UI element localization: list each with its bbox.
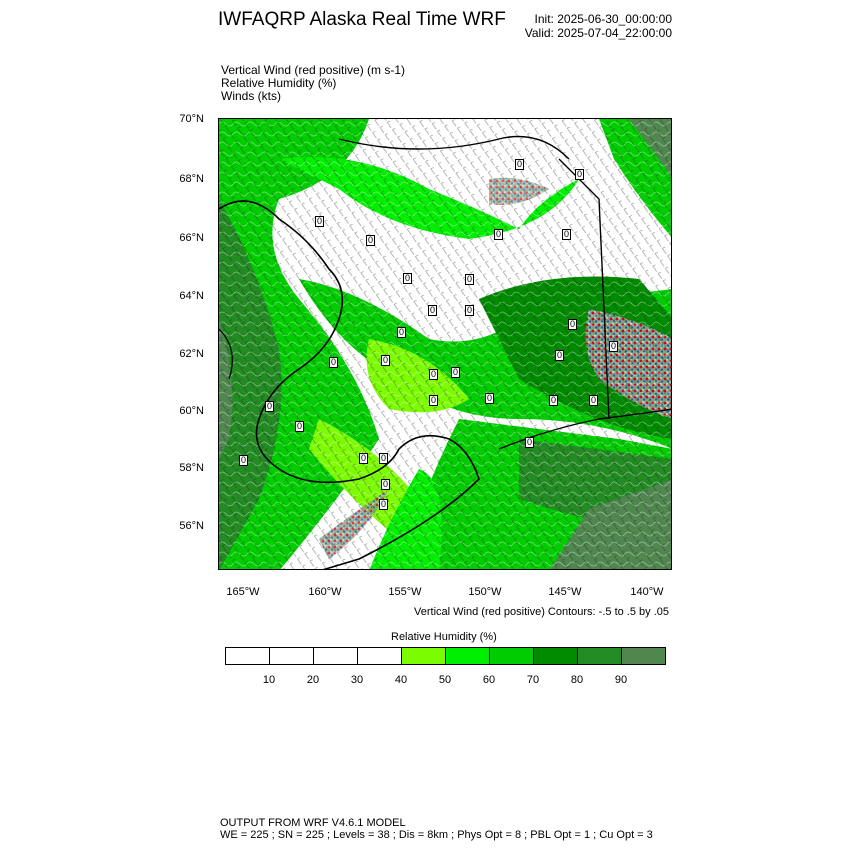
contour-label: 0 [467,274,473,284]
lat-label-58: 58°N [179,462,204,474]
lat-label-60: 60°N [179,405,204,417]
contour-label: 0 [591,395,597,405]
contour-label: 0 [430,305,436,315]
colorbar-label: 50 [438,674,452,686]
map-graphic [219,119,672,570]
colorbar-swatch [578,648,622,664]
lat-label-64: 64°N [179,290,204,302]
footer [220,817,653,841]
contour-label: 0 [361,453,367,463]
contour-label: 0 [527,437,533,447]
colorbar-label: 30 [350,674,364,686]
contour-label: 0 [496,229,502,239]
lon-label-145: 145°W [548,586,582,598]
colorbar-label: 20 [306,674,320,686]
contour-label: 0 [564,229,570,239]
lat-label-56: 56°N [179,520,204,532]
contour-label: 0 [331,357,337,367]
contour-label: 0 [297,421,303,431]
lat-label-68: 68°N [179,173,204,185]
colorbar-swatch [226,648,270,664]
colorbar-label: 70 [526,674,540,686]
footer-model: OUTPUT FROM WRF V4.6.1 MODEL [220,817,406,829]
lat-label-66: 66°N [179,232,204,244]
contour-label: 0 [453,367,459,377]
contour-label: 0 [399,327,405,337]
lon-label-140: 140°W [630,586,664,598]
colorbar-swatch [358,648,402,664]
footer-settings: WE = 225 ; SN = 225 ; Levels = 38 ; Dis = 8km ; Phys Opt = 8 ; PBL Opt = 1 ; Cu Opt = 3 [220,829,653,841]
colorbar [225,647,666,665]
contour-note: Vertical Wind (red positive) Contours: -.5 to .5 by .05 [414,606,669,618]
contour-label: 0 [570,319,576,329]
colorbar-swatch [490,648,534,664]
contour-label: 0 [383,479,389,489]
contour-label: 0 [431,369,437,379]
lat-label-70: 70°N [179,113,204,125]
contour-label: 0 [267,401,273,411]
contour-label: 0 [381,453,387,463]
contour-label: 0 [611,341,617,351]
field-vertical-wind: Vertical Wind (red positive) (m s-1) [221,63,406,77]
contour-label: 0 [431,395,437,405]
valid-time: Valid: 2025-07-04_22:00:00 [524,26,672,40]
contour-label: 0 [381,499,387,509]
colorbar-swatch [446,648,490,664]
colorbar-label: 80 [570,674,584,686]
colorbar-label: 40 [394,674,408,686]
contour-label: 0 [405,273,411,283]
field-list [221,64,405,103]
colorbar-swatch [534,648,578,664]
colorbar-label: 90 [614,674,628,686]
colorbar-swatch [402,648,446,664]
contour-label: 0 [241,455,247,465]
map-panel[interactable] [218,118,672,570]
contour-label: 0 [317,216,323,226]
contour-label: 0 [557,350,563,360]
lon-label-150: 150°W [468,586,502,598]
field-relative-humidity: Relative Humidity (%) [221,76,337,90]
contour-label: 0 [577,169,583,179]
colorbar-label: 60 [482,674,496,686]
init-time: Init: 2025-06-30_00:00:00 [534,12,672,26]
colorbar-label: 10 [262,674,276,686]
colorbar-swatch [270,648,314,664]
contour-label: 0 [467,305,473,315]
contour-label: 0 [383,355,389,365]
time-info [525,12,672,40]
contour-label: 0 [487,393,493,403]
lon-label-155: 155°W [388,586,422,598]
field-winds: Winds (kts) [221,89,281,103]
colorbar-swatch [622,648,665,664]
colorbar-title: Relative Humidity (%) [391,631,497,643]
lat-label-62: 62°N [179,348,204,360]
contour-label: 0 [551,395,557,405]
contour-label: 0 [368,235,374,245]
lon-label-160: 160°W [308,586,342,598]
lon-label-165: 165°W [226,586,260,598]
plot-title: IWFAQRP Alaska Real Time WRF [218,9,506,30]
colorbar-swatch [314,648,358,664]
contour-label: 0 [517,159,523,169]
